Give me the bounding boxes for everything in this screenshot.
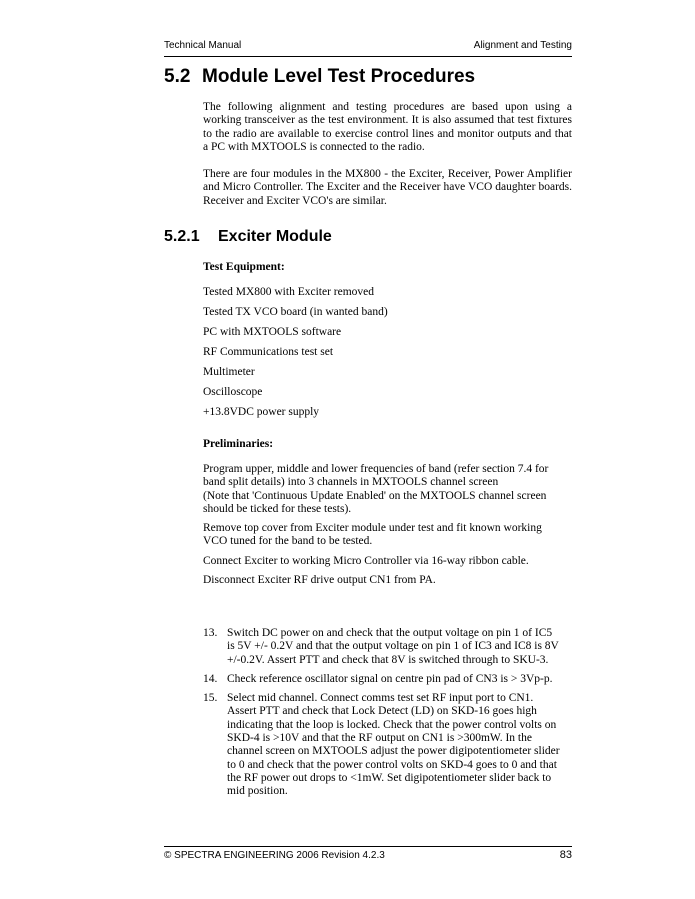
footer-copyright: © SPECTRA ENGINEERING 2006 Revision 4.2.3 <box>164 850 385 861</box>
section-number: 5.2 <box>164 66 191 87</box>
header-chapter-title: Alignment and Testing <box>473 40 572 51</box>
preliminary-item <box>203 574 548 587</box>
step-text <box>227 627 571 667</box>
preliminary-item <box>203 463 548 516</box>
preliminary-line: Connect Exciter to working Micro Controller via 16-way ribbon cable. <box>203 554 529 567</box>
list-item: +13.8VDC power supply <box>203 406 320 418</box>
preliminaries-heading: Preliminaries: <box>203 438 274 450</box>
step-line: channel screen on MXTOOLS adjust the power digipotentiometer slider <box>227 745 560 758</box>
subsection-number: 5.2.1 <box>164 228 200 245</box>
preliminary-item <box>203 522 548 549</box>
procedure-step <box>203 673 571 686</box>
section-heading <box>164 66 475 88</box>
preliminary-line: (Note that 'Continuous Update Enabled' on the MXTOOLS channel screen <box>203 489 547 502</box>
step-line: Assert PTT and check that Lock Detect (LD) on SKD-16 goes high <box>227 705 537 718</box>
intro-paragraph-2: There are four modules in the MX800 - the Exciter, Receiver, Power Amplifier and Micro Controller. The Exciter and the Receiver have VCO daughter boards. Receiver and Exciter VCO's are similar. <box>203 168 572 207</box>
step-number: 13. <box>203 627 218 639</box>
step-text <box>227 673 571 686</box>
intro-paragraph-1: The following alignment and testing procedures are based upon using a working transceiver as the test environment. It is also assumed that test fixtures to the radio are available to exercise control lines and monitor outputs and that a PC with MXTOOLS is connected to the radio. <box>203 101 572 153</box>
step-line: SKD-4 is >10V and that the RF output on CN1 is >300mW. In the <box>227 732 532 745</box>
step-text <box>227 692 571 798</box>
step-line: Check reference oscillator signal on centre pin pad of CN3 is > 3Vp-p. <box>227 672 553 685</box>
test-equipment-heading: Test Equipment: <box>203 261 285 273</box>
preliminary-line: band split details) into 3 channels in MXTOOLS channel screen <box>203 476 499 489</box>
subsection-title: Exciter Module <box>218 228 332 245</box>
list-item: RF Communications test set <box>203 346 334 358</box>
list-item: Multimeter <box>203 366 255 378</box>
step-line: to 0 and check that the power control volts on SKD-4 goes to 0 and that <box>227 758 557 771</box>
subsection-heading <box>164 228 332 246</box>
preliminaries-list <box>203 463 548 593</box>
section-title: Module Level Test Procedures <box>202 66 476 87</box>
list-item: Tested TX VCO board (in wanted band) <box>203 306 388 318</box>
procedure-step <box>203 627 571 667</box>
step-line: the RF power out drops to <1mW. Set digipotentiometer slider back to <box>227 771 552 784</box>
step-line: Select mid channel. Connect comms test set RF input port to CN1. <box>227 692 534 705</box>
preliminary-line: should be ticked for these tests). <box>203 502 352 515</box>
step-line: mid position. <box>227 785 288 798</box>
list-item: PC with MXTOOLS software <box>203 326 342 338</box>
page-number: 83 <box>559 849 572 861</box>
step-line: +/-0.2V. Assert PTT and check that 8V is switched through to SKU-3. <box>227 653 549 666</box>
preliminary-item <box>203 555 548 568</box>
list-item: Oscilloscope <box>203 386 263 398</box>
preliminary-line: Disconnect Exciter RF drive output CN1 from PA. <box>203 574 436 587</box>
preliminary-line: VCO tuned for the band to be tested. <box>203 535 373 548</box>
procedure-step <box>203 692 571 798</box>
procedure-steps <box>203 627 571 805</box>
preliminary-line: Remove top cover from Exciter module under test and fit known working <box>203 522 542 535</box>
page-footer <box>164 846 572 863</box>
preliminary-line: Program upper, middle and lower frequencies of band (refer section 7.4 for <box>203 463 549 475</box>
list-item: Tested MX800 with Exciter removed <box>203 286 375 298</box>
step-number: 14. <box>203 672 218 685</box>
page-header <box>164 40 572 57</box>
step-line: is 5V +/- 0.2V and that the output voltage on pin 1 of IC3 and IC8 is 8V <box>227 640 559 653</box>
step-number: 15. <box>203 692 218 705</box>
header-manual-title: Technical Manual <box>164 40 242 51</box>
step-line: Switch DC power on and check that the output voltage on pin 1 of IC5 <box>227 627 553 639</box>
test-equipment-list <box>203 286 388 426</box>
step-line: indicating that the loop is locked. Check that the power control volts on <box>227 718 557 731</box>
